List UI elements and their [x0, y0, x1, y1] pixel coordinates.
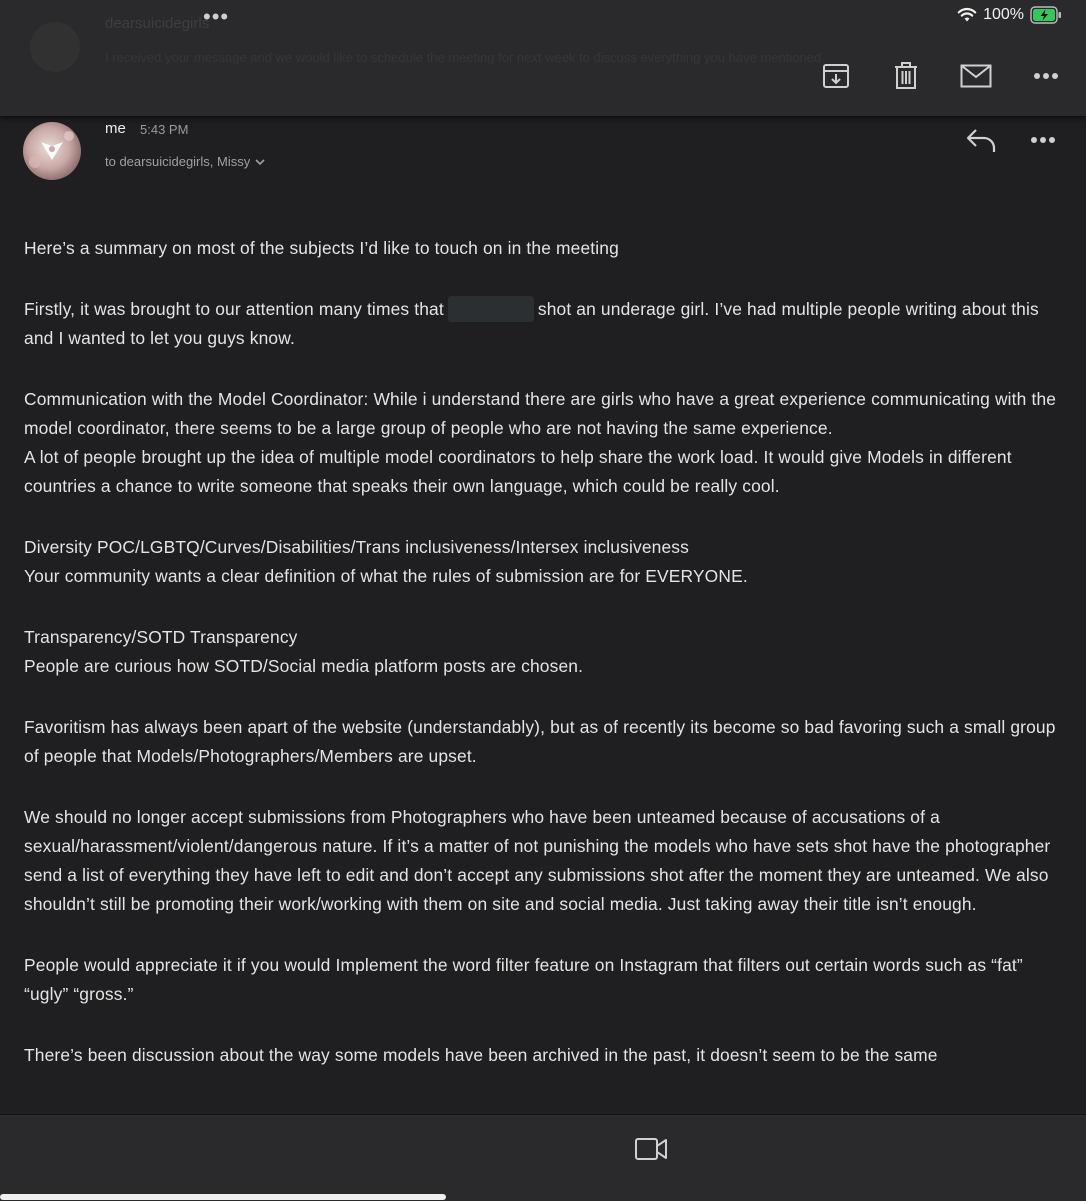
body-paragraph: People would appreciate it if you would Implement the word filter feature on Instagram that filters out certain words such as “fat” “ugly” “gross.”: [24, 955, 1023, 1004]
message-recipients[interactable]: [105, 154, 266, 169]
body-text: shot an underage girl. I’ve had multiple people writing about this and I wanted to let you guys know.: [24, 299, 1039, 348]
message-more-icon[interactable]: [1030, 126, 1056, 159]
body-text: Diversity POC/LGBTQ/Curves/Disabilities/Trans inclusiveness/Intersex inclusiveness: [24, 537, 689, 557]
body-paragraph: [24, 385, 1060, 501]
archive-icon[interactable]: [820, 60, 852, 92]
recipients-label: to dearsuicidegirls, Missy: [105, 154, 251, 169]
collapsed-preview: I received your message and we would like to schedule the meeting for next week to discuss everything you have mentioned: [105, 50, 822, 64]
message-time: 5:43 PM: [140, 122, 189, 137]
body-paragraph: There’s been discussion about the way some models have been archived in the past, it doesn’t seem to be the same: [24, 1045, 938, 1065]
more-icon[interactable]: [1030, 60, 1062, 92]
mail-icon[interactable]: [960, 60, 992, 92]
body-text: People are curious how SOTD/Social media platform posts are chosen.: [24, 656, 584, 676]
body-text: Firstly, it was brought to our attention many times that: [24, 299, 444, 319]
trash-icon[interactable]: [890, 60, 922, 92]
multitasking-dots-icon[interactable]: •••: [203, 4, 230, 29]
video-camera-icon[interactable]: [634, 1136, 668, 1167]
redacted-name: [448, 296, 534, 322]
collapsed-sender: dearsuicidegirls: [105, 15, 210, 32]
body-paragraph: [24, 533, 1060, 591]
body-text: Your community wants a clear definition of what the rules of submission are for EVERYONE.: [24, 566, 748, 586]
home-indicator[interactable]: [0, 1194, 446, 1200]
body-paragraph: [24, 295, 1060, 353]
battery-percent: 100%: [983, 6, 1024, 23]
status-bar: [957, 6, 1062, 24]
body-text: Communication with the Model Coordinator: While i understand there are girls who have a great experience communicating with the model coordinator, there seems to be a large group of people who are not having the same experience.: [24, 389, 1057, 438]
wifi-icon: [957, 7, 977, 23]
reply-icon[interactable]: [964, 126, 998, 159]
body-paragraph: Here’s a summary on most of the subjects I’d like to touch on in the meeting: [24, 238, 619, 258]
bottom-toolbar: [0, 1114, 1086, 1201]
sender-avatar: [23, 122, 81, 180]
body-text: A lot of people brought up the idea of multiple model coordinators to help share the work load. It would give Models in different countries a chance to write someone that speaks their own language, which could be really cool.: [24, 447, 1012, 496]
body-paragraph: Favoritism has always been apart of the website (understandably), but as of recently its become so bad favoring such a small group of people that Models/Photographers/Members are upset.: [24, 717, 1056, 766]
collapsed-message-header[interactable]: [0, 0, 1086, 117]
message-sender: me: [105, 120, 126, 137]
body-paragraph: [24, 623, 1060, 681]
message-body: [24, 234, 1060, 1102]
chevron-down-icon: [254, 157, 266, 167]
body-paragraph: We should no longer accept submissions from Photographers who have been unteamed because of accusations of a sexual/harassment/violent/dangerous nature. If it’s a matter of not punishing the models who have sets shot have the photographer send a list of everything they have left to edit and don’t accept any submissions shot after the moment they are unteamed. We also shouldn’t still be promoting their work/working with them on site and social media. Just taking away their title isn’t enough.: [24, 807, 1051, 914]
battery-charging-icon: [1030, 6, 1062, 24]
body-text: Transparency/SOTD Transparency: [24, 627, 298, 647]
message-toolbar: [820, 60, 1062, 92]
avatar: [30, 22, 80, 72]
